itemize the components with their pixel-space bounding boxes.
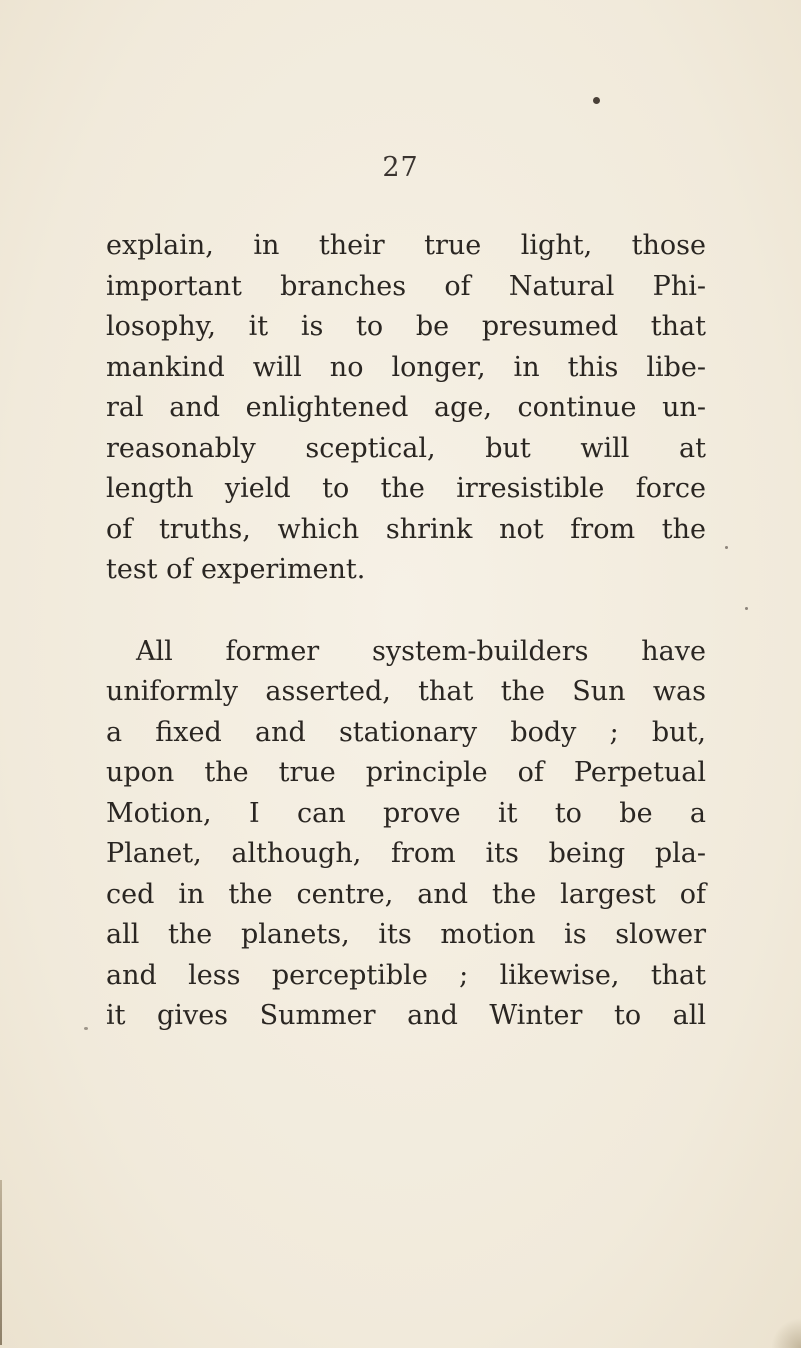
text-line: Planet, although, from its being pla- [106,838,706,869]
body-text [106,226,706,1037]
ink-speck [84,1027,88,1030]
ink-speck [745,607,748,610]
ink-speck [593,97,600,104]
scan-edge [0,1180,2,1345]
text-line: ced in the centre, and the largest of [106,878,706,910]
page-corner-shadow [771,1318,801,1348]
text-line: test of experiment. [106,554,366,585]
text-line: mankind will no longer, in this libe- [106,351,706,383]
text-line: and less perceptible ; likewise, that [106,959,706,991]
ink-speck [725,546,728,549]
text-line: upon the true principle of Perpetual [106,757,706,788]
paragraph [106,226,706,591]
text-line: length yield to the irresistible force [106,473,706,504]
text-line: explain, in their true light, those [106,230,706,261]
text-line: all the planets, its motion is slower [106,919,706,950]
text-line: uniformly asserted, that the Sun was [106,676,706,707]
text-line: of truths, which shrink not from the [106,513,706,545]
text-line: reasonably sceptical, but will at [106,432,706,464]
text-line: it gives Summer and Winter to all [106,1000,706,1031]
text-line: losophy, it is to be presumed that [106,311,706,342]
text-line: Motion, I can prove it to be a [106,797,706,829]
paragraph-gap [106,591,706,632]
text-line: a fixed and stationary body ; but, [106,716,706,748]
page-number: 27 [382,152,419,183]
paragraph [106,632,706,1037]
text-line: All former system-builders have [136,635,706,667]
text-line: ral and enlightened age, continue un- [106,392,706,423]
text-line: important branches of Natural Phi- [106,270,706,302]
